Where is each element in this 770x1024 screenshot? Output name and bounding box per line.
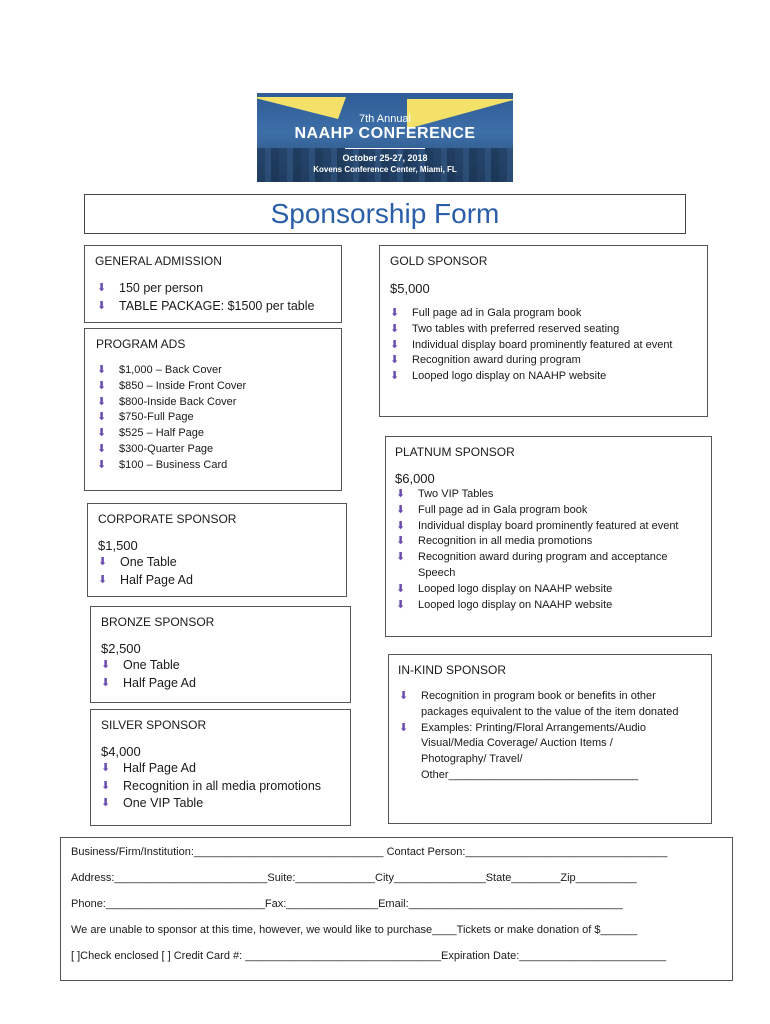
banner-line-3: October 25-27, 2018 [342, 153, 428, 163]
arrow-bullet-icon: ⬇ [97, 427, 107, 440]
corporate-list [98, 554, 193, 589]
platinum-list [396, 487, 696, 613]
list-item: ⬇ $800-Inside Back Cover [97, 395, 246, 411]
list-item: ⬇ 150 per person [97, 280, 314, 298]
list-item: ⬇ $1,000 – Back Cover [97, 363, 246, 379]
list-item: ⬇ $850 – Inside Front Cover [97, 379, 246, 395]
arrow-bullet-icon: ⬇ [396, 551, 406, 564]
business-contact-line[interactable]: Business/Firm/Institution:_______________________________ Contact Person:_________________________________ [71, 846, 668, 858]
list-item: ⬇ Individual display board prominently featured at event [396, 519, 696, 535]
gold-list [390, 306, 700, 385]
arrow-bullet-icon: ⬇ [97, 282, 107, 294]
inkind-list [399, 689, 679, 784]
list-item: ⬇ $100 – Business Card [97, 458, 246, 474]
list-item: ⬇ Looped logo display on NAAHP website [390, 369, 700, 385]
corporate-heading: CORPORATE SPONSOR [98, 512, 237, 526]
list-item: ⬇ Two VIP Tables [396, 487, 696, 503]
arrow-bullet-icon: ⬇ [97, 411, 107, 424]
arrow-bullet-icon: ⬇ [97, 379, 107, 392]
silver-heading: SILVER SPONSOR [101, 718, 207, 732]
bronze-sponsor-box [90, 606, 351, 703]
platinum-sponsor-box [385, 436, 712, 637]
bronze-heading: BRONZE SPONSOR [101, 615, 215, 629]
phone-fax-email-line[interactable]: Phone:__________________________Fax:_______________Email:___________________________________ [71, 898, 623, 910]
list-item: ⬇ Full page ad in Gala program book [396, 503, 696, 519]
arrow-bullet-icon: ⬇ [390, 370, 400, 383]
list-item: ⬇ $300-Quarter Page [97, 442, 246, 458]
list-item: ⬇ Two tables with preferred reserved seating [390, 322, 700, 338]
list-item: ⬇ Looped logo display on NAAHP website [396, 582, 696, 598]
list-item: ⬇ $750-Full Page [97, 410, 246, 426]
conference-banner [257, 93, 513, 182]
general-admission-heading: GENERAL ADMISSION [95, 254, 222, 268]
gold-heading: GOLD SPONSOR [390, 254, 488, 268]
page-title: Sponsorship Form [270, 198, 500, 229]
arrow-bullet-icon: ⬇ [399, 690, 409, 702]
silver-price: $4,000 [101, 744, 141, 759]
list-item: ⬇ One VIP Table [101, 795, 321, 813]
bronze-list [101, 657, 196, 692]
arrow-bullet-icon: ⬇ [98, 573, 108, 586]
tickets-donation-line[interactable]: We are unable to sponsor at this time, however, we would like to purchase____Tickets or make donation of $______ [71, 924, 638, 936]
program-ads-list [97, 363, 246, 474]
general-admission-box [84, 245, 342, 323]
banner-line-1: 7th Annual [359, 113, 411, 125]
silver-list [101, 760, 321, 813]
arrow-bullet-icon: ⬇ [396, 598, 406, 611]
arrow-bullet-icon: ⬇ [101, 676, 111, 689]
list-item: ⬇ Half Page Ad [98, 572, 193, 590]
payment-line[interactable]: [ ]Check enclosed [ ] Credit Card #: ________________________________Expiration Date:________________________ [71, 950, 667, 962]
list-item: ⬇ Recognition award during program and acceptance Speech [396, 551, 668, 579]
inkind-sponsor-box [388, 654, 712, 824]
arrow-bullet-icon: ⬇ [396, 519, 406, 532]
banner-line-2: NAAHP CONFERENCE [294, 125, 476, 142]
corporate-sponsor-box [87, 503, 347, 597]
arrow-bullet-icon: ⬇ [396, 488, 406, 500]
corporate-price: $1,500 [98, 538, 138, 553]
program-ads-heading: PROGRAM ADS [96, 337, 186, 351]
platinum-heading: PLATNUM SPONSOR [395, 445, 515, 459]
arrow-bullet-icon: ⬇ [396, 582, 406, 595]
arrow-bullet-icon: ⬇ [97, 364, 107, 376]
list-item: ⬇ One Table [101, 657, 196, 675]
arrow-bullet-icon: ⬇ [390, 354, 400, 367]
arrow-bullet-icon: ⬇ [101, 762, 111, 774]
platinum-price: $6,000 [395, 471, 435, 486]
inkind-heading: IN-KIND SPONSOR [398, 663, 507, 677]
arrow-bullet-icon: ⬇ [101, 779, 111, 792]
list-item: ⬇ Recognition in program book or benefits in other packages equivalent to the value of the item donated [399, 690, 679, 718]
arrow-bullet-icon: ⬇ [97, 442, 107, 455]
arrow-bullet-icon: ⬇ [390, 307, 400, 319]
list-item: ⬇ $525 – Half Page [97, 426, 246, 442]
arrow-bullet-icon: ⬇ [390, 322, 400, 335]
arrow-bullet-icon: ⬇ [97, 395, 107, 408]
banner-divider [345, 148, 425, 149]
arrow-bullet-icon: ⬇ [98, 556, 108, 568]
list-item: ⬇ TABLE PACKAGE: $1500 per table [97, 298, 314, 316]
banner-line-4: Kovens Conference Center, Miami, FL [313, 165, 457, 174]
gold-price: $5,000 [390, 281, 430, 296]
silver-sponsor-box [90, 709, 351, 826]
arrow-bullet-icon: ⬇ [390, 338, 400, 351]
title-box [84, 194, 686, 234]
list-item: ⬇ One Table [98, 554, 193, 572]
arrow-bullet-icon: ⬇ [399, 721, 409, 734]
list-item: ⬇ Looped logo display on NAAHP website [396, 598, 696, 614]
arrow-bullet-icon: ⬇ [101, 659, 111, 671]
list-item: ⬇ Full page ad in Gala program book [390, 306, 700, 322]
address-line[interactable]: Address:_________________________Suite:_____________City_______________State________Zip__________ [71, 872, 637, 884]
arrow-bullet-icon: ⬇ [396, 535, 406, 548]
program-ads-box [84, 328, 342, 491]
contact-form [60, 837, 733, 981]
list-item: ⬇ Half Page Ad [101, 760, 321, 778]
gold-sponsor-box [379, 245, 708, 417]
list-item: ⬇ Half Page Ad [101, 675, 196, 693]
arrow-bullet-icon: ⬇ [97, 299, 107, 312]
bronze-price: $2,500 [101, 641, 141, 656]
list-item: ⬇ Recognition award during program [390, 353, 700, 369]
list-item: ⬇ Individual display board prominently featured at event [390, 338, 700, 354]
arrow-bullet-icon: ⬇ [97, 458, 107, 471]
list-item: ⬇ Recognition in all media promotions [396, 534, 696, 550]
list-item: ⬇ Recognition in all media promotions [101, 778, 321, 796]
arrow-bullet-icon: ⬇ [396, 503, 406, 516]
arrow-bullet-icon: ⬇ [101, 797, 111, 809]
list-item: ⬇ Examples: Printing/Floral Arrangements/Audio Visual/Media Coverage/ Auction Items / Photography/ Travel/ Other_______________________________ [399, 721, 646, 781]
general-admission-list [97, 280, 314, 315]
